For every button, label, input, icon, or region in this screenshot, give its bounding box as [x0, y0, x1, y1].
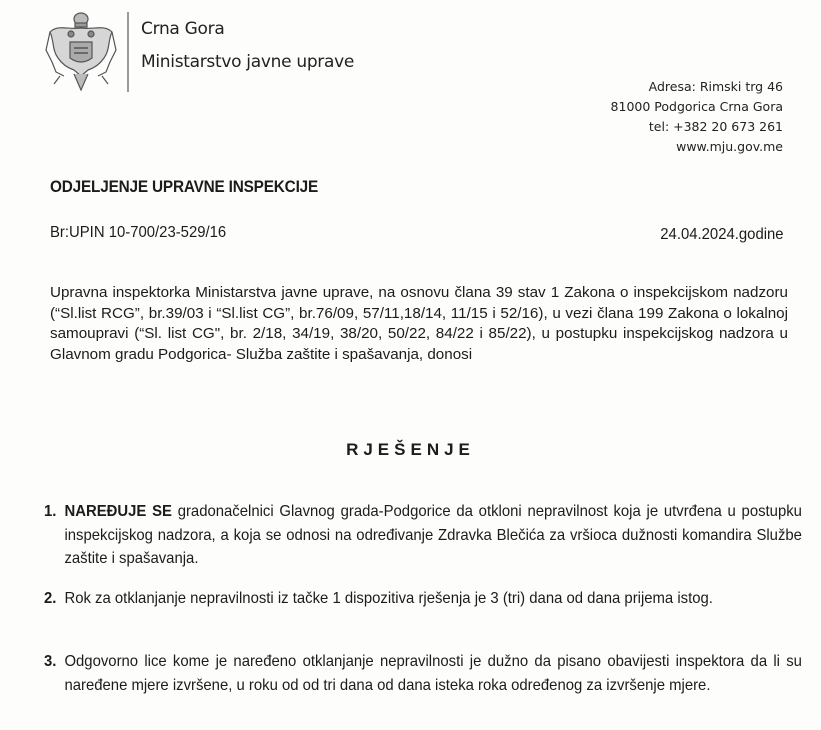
coat-of-arms-icon — [44, 10, 118, 94]
item-number: 3. — [44, 653, 57, 670]
decision-item-1 — [44, 500, 802, 571]
decision-item-2 — [44, 587, 802, 611]
address-street: Adresa: Rimski trg 46 — [648, 79, 783, 94]
document-date: 24.04.2024.godine — [660, 226, 784, 243]
address-block — [611, 77, 783, 157]
header-divider — [127, 12, 129, 92]
item-body — [64, 587, 801, 611]
address-city: 81000 Podgorica Crna Gora — [610, 99, 783, 114]
department-heading: ODJELJENJE UPRAVNE INSPEKCIJE — [50, 178, 319, 196]
address-phone: tel: +382 20 673 261 — [648, 119, 783, 134]
country-name: Crna Gora — [141, 19, 225, 39]
item-number: 2. — [44, 590, 57, 607]
intro-paragraph: Upravna inspektorka Ministarstva javne uprave, na osnovu člana 39 stav 1 Zakona o inspekcijskom nadzoru (“Sl.list RCG”, br.39/03 i “Sl.list CG”, br.76/09, 57/11,18/14, 11/15 i 52/16), u vezi člana 199 Zakona o lokalnoj samoupravi (“Sl. list CG", br. 2/18, 34/19, 38/20, 50/22, 84/22 i 85/22), u postupku inspekcijskog nadzora u Glavnom gradu Podgorica- Služba zaštite i spašavanja, donosi — [50, 284, 788, 363]
item-text: gradonačelnici Glavnog grada-Podgorice da otkloni nepravilnost koja je utvrđena u postupku inspekcijskog nadzora, a koja se odnosi na određivanje Zdravka Blečića za vršioca dužnosti komandira Službe zaštite i spašavanja. — [64, 503, 802, 567]
decision-item-3 — [44, 650, 802, 697]
ministry-name: Ministarstvo javne uprave — [141, 52, 355, 72]
decision-title: RJEŠENJE — [346, 440, 475, 459]
item-body — [64, 650, 801, 697]
item-lead: NAREĐUJE SE — [64, 503, 172, 520]
item-number: 1. — [44, 503, 57, 520]
reference-number: Br:UPIN 10-700/23-529/16 — [50, 224, 227, 241]
item-body — [64, 500, 801, 571]
item-text: Rok za otklanjanje nepravilnosti iz tačke 1 dispozitiva rješenja je 3 (tri) dana od dana prijema istog. — [64, 590, 713, 607]
item-text: Odgovorno lice kome je naređeno otklanjanje nepravilnosti je dužno da pisano obavijesti inspektora da li su naređene mjere izvršene, u roku od od tri dana od dana isteka roka određenog za izvršenje mjere. — [64, 653, 802, 694]
address-website: www.mju.gov.me — [676, 139, 783, 154]
